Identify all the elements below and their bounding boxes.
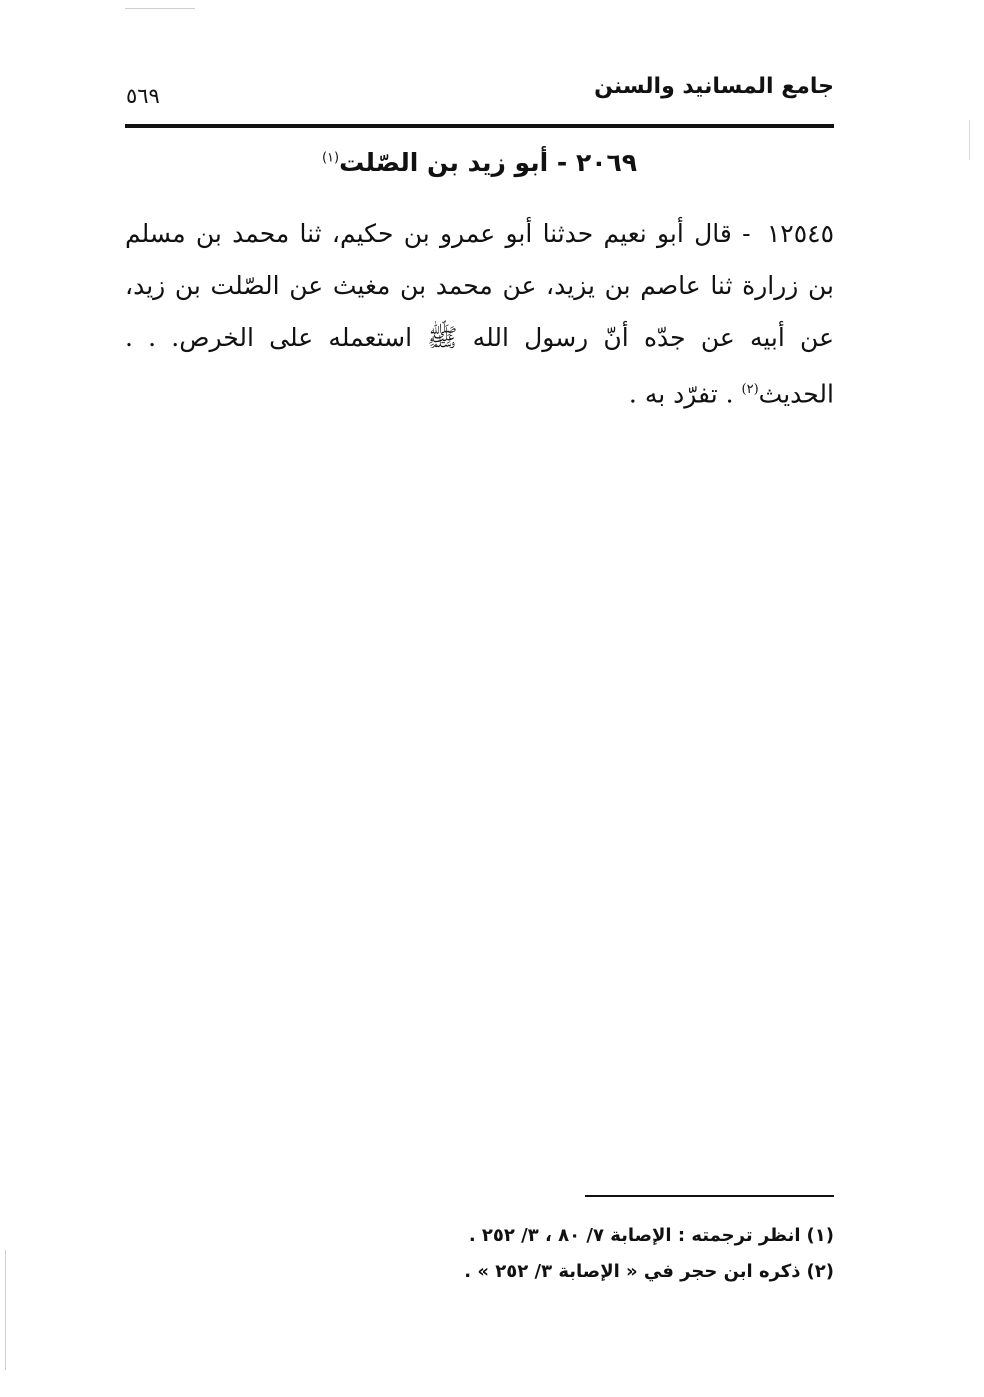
hadith-closing: . تفرّد به . <box>628 379 734 409</box>
page-number: ٥٦٩ <box>126 84 160 108</box>
scan-artifact-mark <box>969 120 970 160</box>
entry-heading <box>125 148 834 177</box>
footnote-2 <box>125 1254 834 1290</box>
scan-artifact-line <box>125 8 195 9</box>
entry-number: ٢٠٦٩ <box>576 148 638 177</box>
footnote-text: ذكره ابن حجر في « الإصابة ٣/ ٢٥٢ » . <box>464 1261 801 1282</box>
footnote-1 <box>125 1218 834 1254</box>
footnote-rule <box>585 1195 834 1197</box>
hadith-number: ١٢٥٤٥ <box>766 219 834 248</box>
entry-separator: - <box>556 148 568 177</box>
footnote-number: (٢) <box>806 1261 834 1282</box>
footnote-ref-1: (١) <box>321 150 340 166</box>
scan-artifact-mark <box>5 1250 6 1370</box>
footnotes <box>125 1218 834 1290</box>
hadith-text <box>125 208 834 420</box>
hadith-body: قال أبو نعيم حدثنا أبو عمرو بن حكيم، ثنا محمد بن مسلم بن زرارة ثنا عاصم بن يزيد، عن محمد بن مغيث عن الصّلت بن زيد، عن أبيه عن جدّه أنّ رسول الله ﷺ استعمله على الخرص. . . الحديث <box>125 219 834 409</box>
running-title: جامع المسانيد والسنن <box>594 74 834 99</box>
footnote-text: انظر ترجمته : الإصابة ٧/ ٨٠ ، ٣/ ٢٥٢ . <box>468 1225 801 1246</box>
footnote-ref-2: (٢) <box>741 382 759 397</box>
entry-name: أبو زيد بن الصّلت <box>339 148 549 177</box>
header-rule <box>125 124 834 128</box>
hadith-separator: - <box>742 219 751 248</box>
footnote-number: (١) <box>806 1225 834 1246</box>
